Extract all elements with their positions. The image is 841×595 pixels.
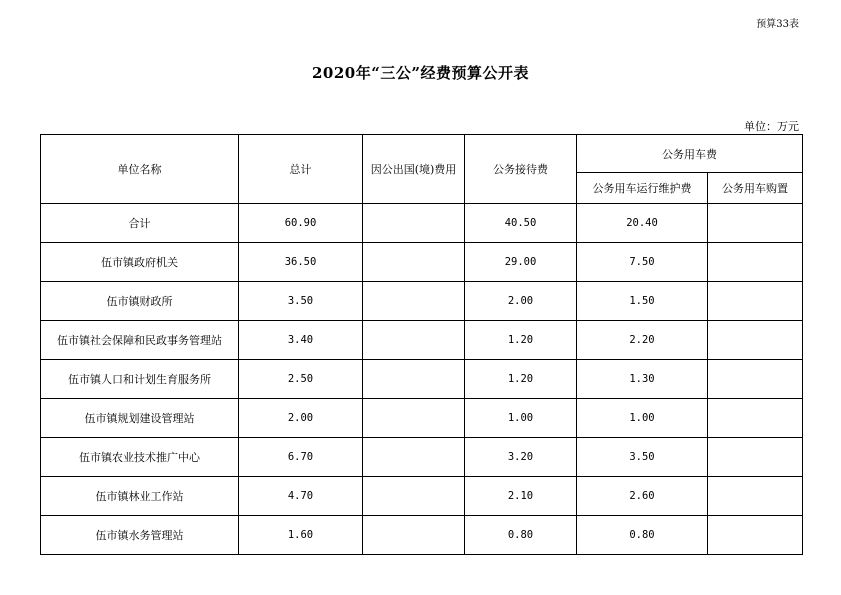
cell-overseas [363,321,465,360]
table-row [41,516,803,555]
cell-vehicle-maintenance: 1.30 [577,360,708,399]
header-reception: 公务接待费 [465,135,577,204]
cell-unit-name: 伍市镇林业工作站 [41,477,239,516]
cell-vehicle-purchase [708,204,803,243]
cell-unit-name: 伍市镇人口和计划生育服务所 [41,360,239,399]
cell-overseas [363,477,465,516]
cell-reception: 3.20 [465,438,577,477]
cell-vehicle-maintenance: 2.60 [577,477,708,516]
cell-reception: 1.20 [465,321,577,360]
cell-vehicle-purchase [708,321,803,360]
cell-total: 6.70 [239,438,363,477]
cell-overseas [363,243,465,282]
budget-table [40,134,803,555]
cell-vehicle-maintenance: 3.50 [577,438,708,477]
header-overseas: 因公出国(境)费用 [363,135,465,204]
cell-reception: 0.80 [465,516,577,555]
cell-unit-name: 伍市镇社会保障和民政事务管理站 [41,321,239,360]
cell-overseas [363,204,465,243]
form-number: 预算33表 [756,19,799,30]
cell-overseas [363,438,465,477]
cell-reception: 2.10 [465,477,577,516]
header-unit-name: 单位名称 [41,135,239,204]
cell-unit-name: 伍市镇财政所 [41,282,239,321]
table-row [41,204,803,243]
cell-unit-name: 合计 [41,204,239,243]
cell-overseas [363,360,465,399]
cell-reception: 29.00 [465,243,577,282]
table-row [41,321,803,360]
unit-label: 单位：万元 [744,120,799,133]
cell-vehicle-maintenance: 0.80 [577,516,708,555]
table-row [41,243,803,282]
cell-overseas [363,516,465,555]
cell-total: 4.70 [239,477,363,516]
page-title: 2020年“三公”经费预算公开表 [311,64,529,82]
cell-vehicle-purchase [708,282,803,321]
cell-total: 2.00 [239,399,363,438]
header-total: 总计 [239,135,363,204]
cell-total: 3.50 [239,282,363,321]
header-vehicle-maintenance: 公务用车运行维护费 [577,173,708,204]
table-row [41,438,803,477]
cell-unit-name: 伍市镇政府机关 [41,243,239,282]
header-vehicle-purchase: 公务用车购置 [708,173,803,204]
cell-total: 2.50 [239,360,363,399]
cell-total: 60.90 [239,204,363,243]
table-row [41,477,803,516]
cell-reception: 1.00 [465,399,577,438]
table-row [41,399,803,438]
cell-overseas [363,282,465,321]
cell-total: 1.60 [239,516,363,555]
cell-unit-name: 伍市镇水务管理站 [41,516,239,555]
cell-vehicle-maintenance: 2.20 [577,321,708,360]
cell-total: 3.40 [239,321,363,360]
table-row [41,282,803,321]
cell-vehicle-maintenance: 1.50 [577,282,708,321]
cell-vehicle-maintenance: 1.00 [577,399,708,438]
cell-reception: 2.00 [465,282,577,321]
table-row [41,360,803,399]
cell-overseas [363,399,465,438]
cell-reception: 40.50 [465,204,577,243]
header-vehicle-group: 公务用车费 [577,135,803,173]
cell-vehicle-purchase [708,399,803,438]
cell-total: 36.50 [239,243,363,282]
cell-vehicle-purchase [708,438,803,477]
cell-vehicle-purchase [708,243,803,282]
cell-vehicle-maintenance: 20.40 [577,204,708,243]
cell-vehicle-maintenance: 7.50 [577,243,708,282]
cell-unit-name: 伍市镇农业技术推广中心 [41,438,239,477]
cell-vehicle-purchase [708,360,803,399]
cell-vehicle-purchase [708,477,803,516]
cell-vehicle-purchase [708,516,803,555]
cell-reception: 1.20 [465,360,577,399]
cell-unit-name: 伍市镇规划建设管理站 [41,399,239,438]
